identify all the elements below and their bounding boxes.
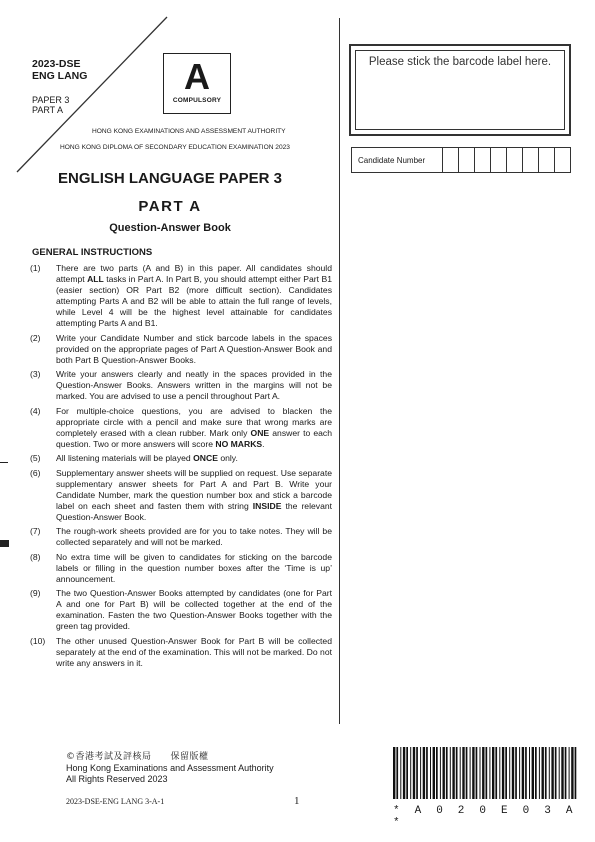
barcode-bar xyxy=(515,747,517,799)
barcode-bar xyxy=(509,747,510,799)
candidate-number-label: Candidate Number xyxy=(352,148,443,172)
candidate-number-cell[interactable] xyxy=(491,148,507,172)
barcode-bar xyxy=(545,747,547,799)
barcode-bar xyxy=(480,747,481,799)
instruction-text: The two Question-Answer Books attempted by candidates (one for Part A and one for Part B) will be collected together at the end of the examination. Fasten the two Question-Answer Books together with the green tag provided. xyxy=(56,588,332,631)
barcode-bar xyxy=(549,747,550,799)
barcode-bar xyxy=(462,747,464,799)
copyright-notice: ©香港考試及評核局 保留版權 Hong Kong Examinations and Assessment Authority All Rights Reserved 2023 xyxy=(66,752,274,784)
barcode-bar xyxy=(505,747,507,799)
instruction-number: (8) xyxy=(30,551,41,562)
barcode-bar xyxy=(406,747,408,799)
barcode-bar xyxy=(565,747,567,799)
margin-mark xyxy=(0,540,9,547)
candidate-number-cell[interactable] xyxy=(507,148,523,172)
barcode-bar xyxy=(512,747,514,799)
barcode-bar xyxy=(396,747,398,799)
instruction-number: (2) xyxy=(30,332,41,343)
part-title: PART A xyxy=(138,198,202,215)
instruction-item xyxy=(30,406,332,450)
barcode-bar xyxy=(525,747,527,799)
diploma-name: HONG KONG DIPLOMA OF SECONDARY EDUCATION EXAMINATION 2023 xyxy=(60,144,290,151)
barcode-bar xyxy=(460,747,461,799)
barcode-bar xyxy=(456,747,458,799)
barcode-bar xyxy=(529,747,530,799)
instruction-number: (1) xyxy=(30,263,41,273)
barcode-bar xyxy=(571,747,573,799)
exam-code: 2023-DSE ENG LANG xyxy=(32,58,88,82)
instruction-item xyxy=(30,369,332,402)
barcode-bar xyxy=(423,747,425,799)
section-label: COMPULSORY xyxy=(172,97,222,104)
instruction-text: Write your Candidate Number and stick barcode labels in the spaces provided on the appropriate pages of Part A Question-Answer Book and both Part B Question-Answer Books. xyxy=(56,332,332,365)
barcode-bar xyxy=(551,747,553,799)
instruction-item xyxy=(30,453,332,464)
barcode-bar xyxy=(555,747,557,799)
barcode-bar xyxy=(492,747,494,799)
barcode-bar xyxy=(466,747,468,799)
instruction-text: For multiple-choice questions, you are advised to blacken the appropriate circle with a pencil and make sure that wrong marks are completely erased with a clean rubber. Mark only ONE answer to each question. Two or more answers will score NO MARKS. xyxy=(56,405,332,449)
barcode-image xyxy=(393,747,579,799)
barcode-bar xyxy=(426,747,428,799)
barcode-bar xyxy=(502,747,504,799)
barcode-label-box[interactable] xyxy=(349,44,571,136)
page-number: 1 xyxy=(294,795,300,807)
candidate-number-cell[interactable] xyxy=(539,148,555,172)
instruction-text: The other unused Question-Answer Book for Part B will be collected separately at the end of the examination. This will not be marked. Do not write any answers in it. xyxy=(56,635,332,668)
instruction-text: All listening materials will be played ONCE only. xyxy=(56,453,238,463)
instruction-item xyxy=(30,636,332,669)
instructions-heading: GENERAL INSTRUCTIONS xyxy=(32,247,153,258)
barcode-bar xyxy=(403,747,405,799)
barcode-bar xyxy=(569,747,570,799)
barcode-bar xyxy=(489,747,490,799)
instruction-number: (6) xyxy=(30,467,41,478)
barcode-bar xyxy=(476,747,478,799)
footer-paper-code: 2023-DSE-ENG LANG 3-A-1 xyxy=(66,797,165,806)
barcode-bar xyxy=(400,747,401,799)
instruction-number: (5) xyxy=(30,453,41,463)
barcode-bar xyxy=(413,747,415,799)
instruction-number: (9) xyxy=(30,588,41,598)
barcode-bar xyxy=(436,747,438,799)
barcode-bar xyxy=(539,747,540,799)
instruction-item xyxy=(30,333,332,366)
instruction-text: There are two parts (A and B) in this paper. All candidates should attempt ALL tasks in Part A. In Part B, you should attempt either Part B1 (easier section) OR Part B2 (more difficult section). Candidates attempting Parts A and B2 will be able to attain the full range of levels, while Level 4 will be the highest level attainable for candidates attempting Parts A and B1. xyxy=(56,263,332,328)
instruction-item xyxy=(30,526,332,548)
candidate-number-cell[interactable] xyxy=(523,148,539,172)
barcode-bar xyxy=(446,747,448,799)
barcode-bar xyxy=(522,747,524,799)
instruction-item xyxy=(30,468,332,523)
instruction-item xyxy=(30,263,332,329)
barcode-bar xyxy=(495,747,497,799)
barcode-bar xyxy=(450,747,451,799)
candidate-number-cell[interactable] xyxy=(555,148,570,172)
barcode-bar xyxy=(542,747,544,799)
barcode-bar xyxy=(443,747,445,799)
barcode-bar xyxy=(393,747,395,799)
barcode-bar xyxy=(452,747,454,799)
barcode-bar xyxy=(472,747,474,799)
candidate-number-cell[interactable] xyxy=(443,148,459,172)
compulsory-section-box xyxy=(163,53,231,114)
barcode-bar xyxy=(470,747,471,799)
candidate-number-cell[interactable] xyxy=(459,148,475,172)
candidate-number-field[interactable] xyxy=(351,147,571,173)
instruction-item xyxy=(30,552,332,585)
barcode-bar xyxy=(420,747,421,799)
barcode-bar xyxy=(559,747,560,799)
barcode-bar xyxy=(561,747,563,799)
barcode-bar xyxy=(482,747,484,799)
barcode-bar xyxy=(575,747,577,799)
page-title: ENGLISH LANGUAGE PAPER 3 xyxy=(58,170,282,187)
barcode-bar xyxy=(499,747,500,799)
section-letter: A xyxy=(184,56,210,97)
page-divider xyxy=(339,18,340,724)
margin-tick xyxy=(0,462,8,463)
barcode-bar xyxy=(532,747,534,799)
instruction-number: (7) xyxy=(30,526,41,536)
instruction-text: Supplementary answer sheets will be supplied on request. Use separate supplementary answer sheets for Part A and Part B. Write your Candidate Number, mark the question number box and stick a barcode label on each sheet and fasten them with string INSIDE the relevant Question-Answer Book. xyxy=(56,467,333,522)
barcode-text: * A 0 2 0 E 0 3 A * xyxy=(393,805,577,829)
candidate-number-cell[interactable] xyxy=(475,148,491,172)
barcode-bar xyxy=(410,747,411,799)
barcode-bar xyxy=(519,747,520,799)
instruction-number: (10) xyxy=(30,635,46,646)
barcode-bar xyxy=(440,747,441,799)
barcode-label-prompt: Please stick the barcode label here. xyxy=(368,56,552,68)
barcode-bar xyxy=(486,747,488,799)
instruction-number: (3) xyxy=(30,369,41,379)
barcode-bar xyxy=(433,747,435,799)
authority-name: HONG KONG EXAMINATIONS AND ASSESSMENT AUTHORITY xyxy=(92,128,286,135)
barcode-bar xyxy=(416,747,418,799)
instruction-text: No extra time will be given to candidates for sticking on the barcode labels or filling in the question number boxes after the ‘Time is up’ announcement. xyxy=(56,551,332,584)
instruction-number: (4) xyxy=(30,405,41,416)
instructions-list xyxy=(30,263,332,672)
barcode-bar xyxy=(430,747,431,799)
paper-label: PAPER 3 PART A xyxy=(32,95,70,115)
instruction-text: The rough-work sheets provided are for you to take notes. They will be collected separately and will not be marked. xyxy=(56,526,332,547)
instruction-item xyxy=(30,588,332,632)
instruction-text: Write your answers clearly and neatly in the spaces provided in the Question-Answer Books. Answers written in the margins will not be marked. You are advised to use a pencil throughout Part A. xyxy=(56,369,332,401)
barcode-bar xyxy=(535,747,537,799)
book-subtitle: Question-Answer Book xyxy=(109,222,231,234)
